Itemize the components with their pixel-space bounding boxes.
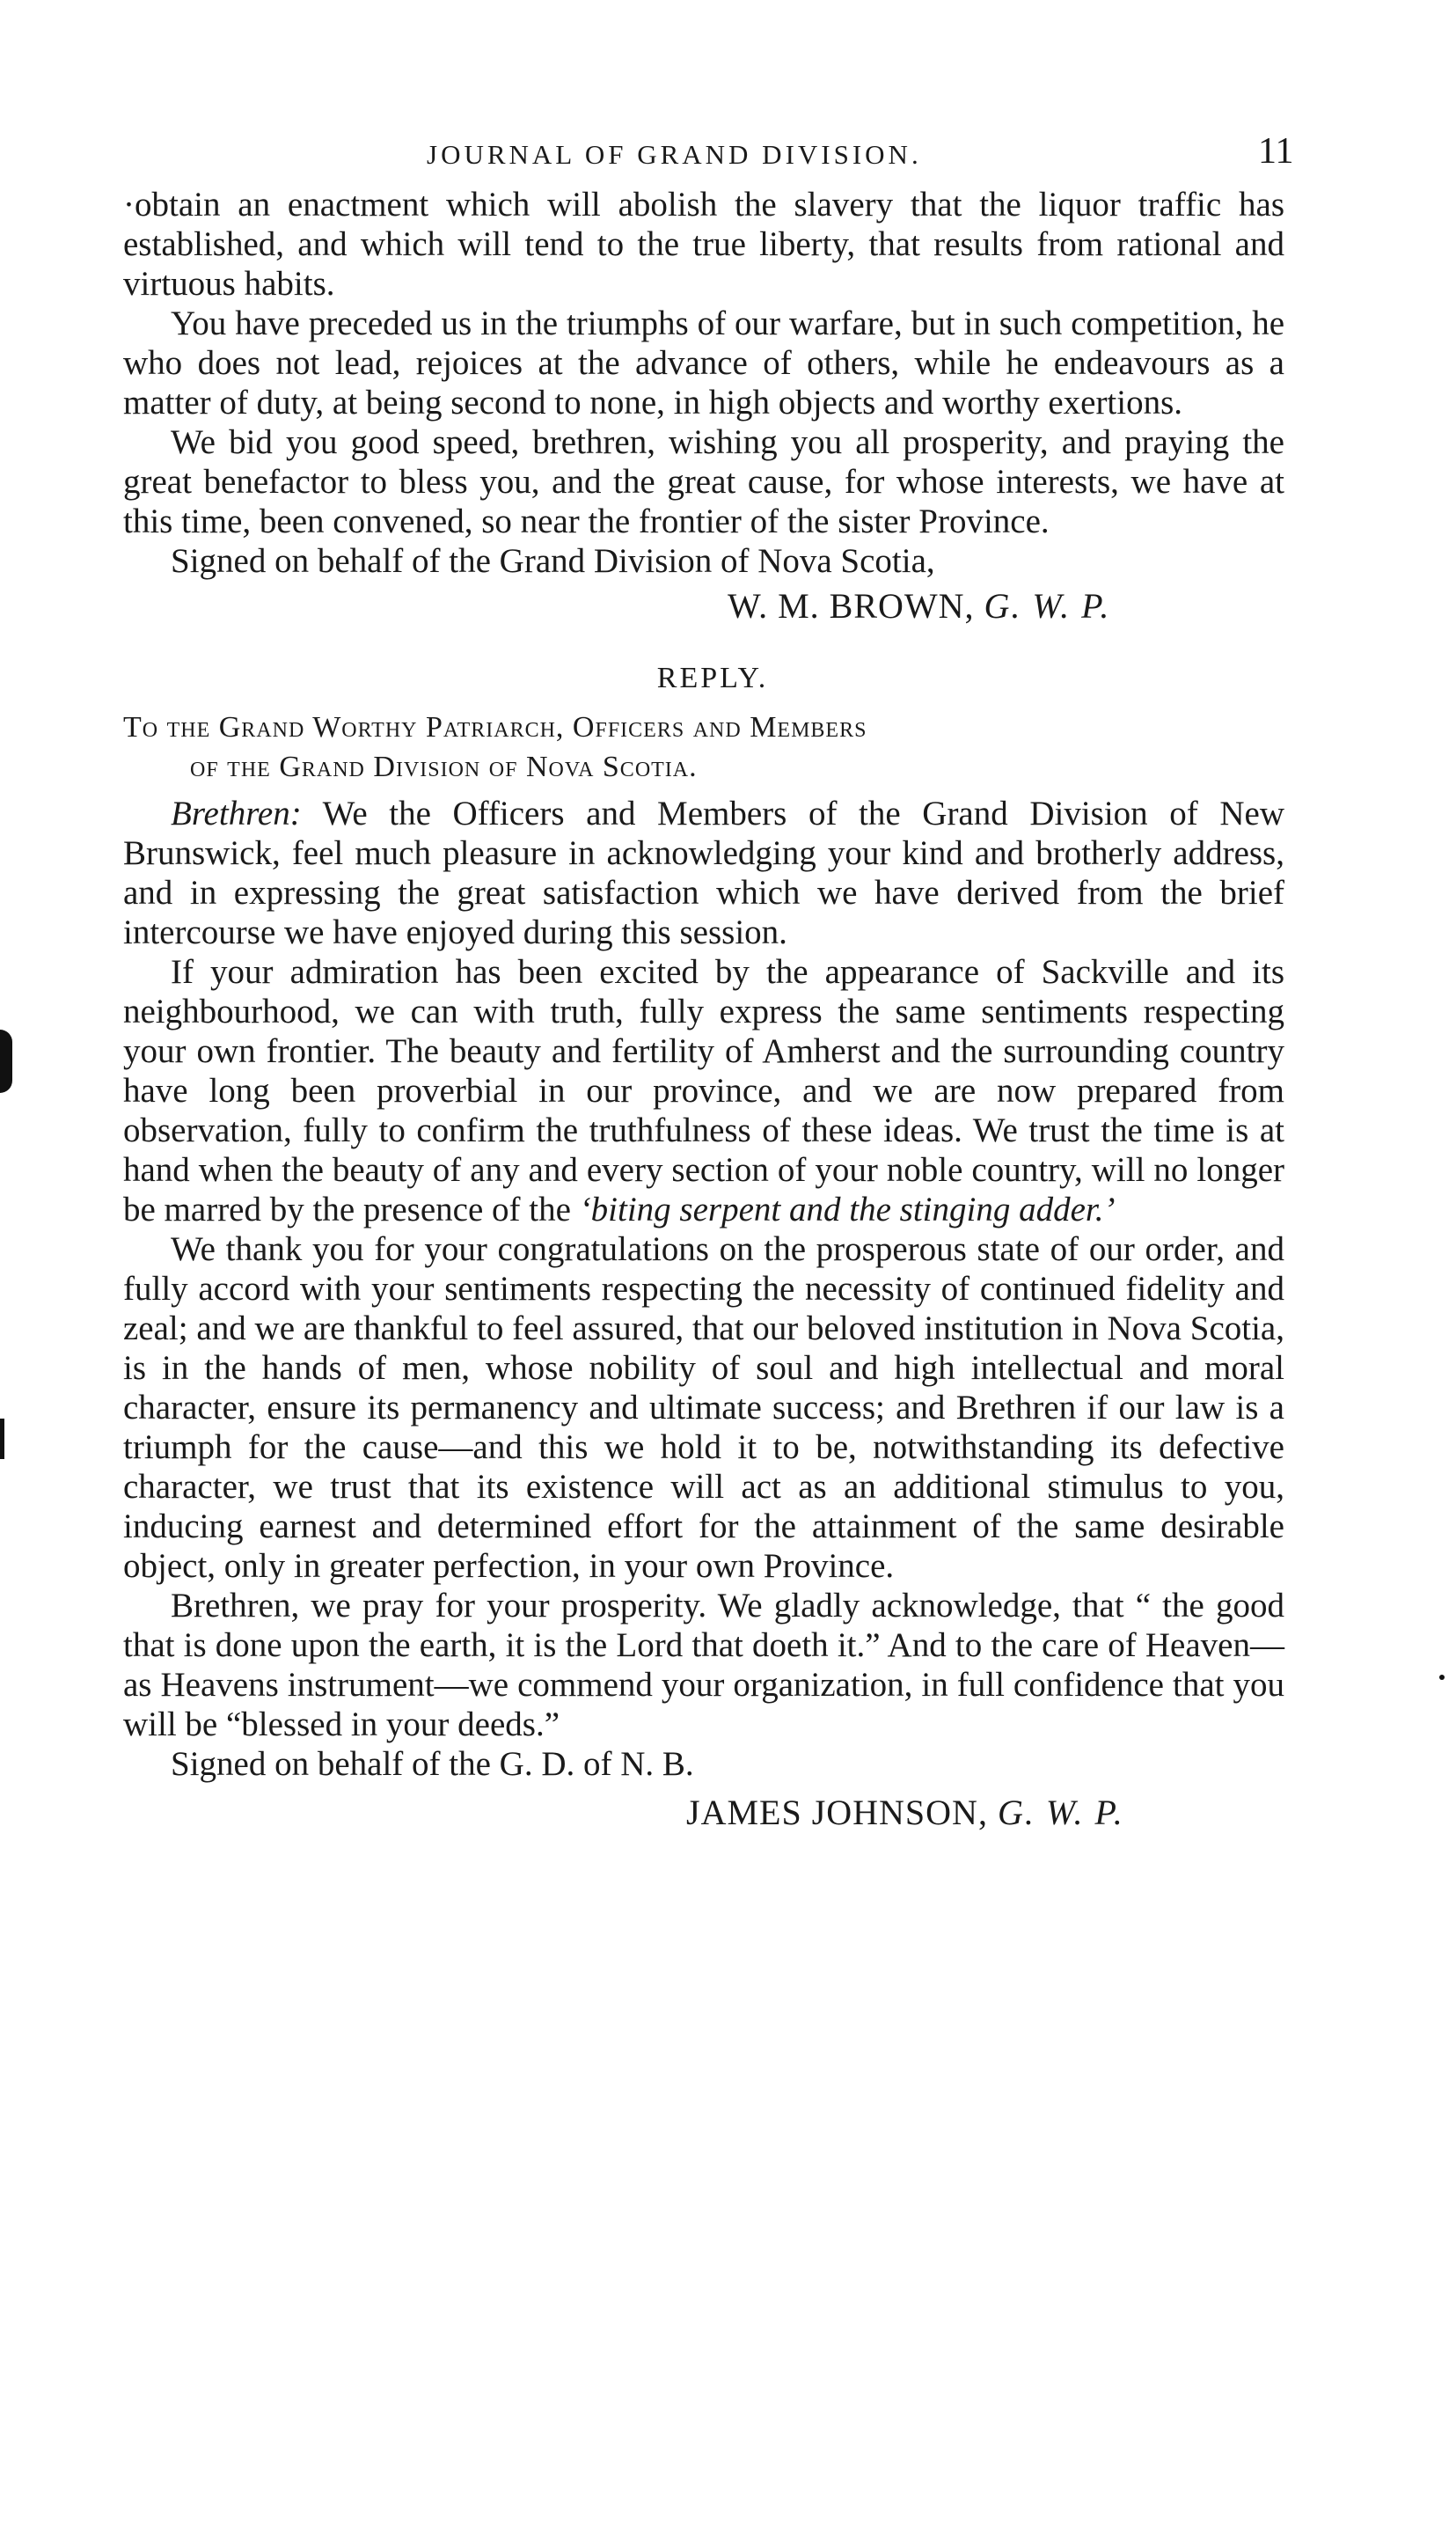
running-title: JOURNAL OF GRAND DIVISION. xyxy=(427,139,922,170)
book-page xyxy=(123,123,1294,1835)
signer-title-johnson: G. W. P. xyxy=(997,1793,1124,1832)
signed-line-gdnb: Signed on behalf of the G. D. of N. B. xyxy=(171,1745,694,1783)
signature-brown xyxy=(123,584,1284,628)
paragraph-preceded: You have preceded us in the triumphs of our warfare, but in such competition, he who does not lead, rejoices at the advance of others, while he endeavours as a matter of duty, at being second to none, in high objects and worthy exertions. xyxy=(123,304,1284,422)
page-number: 11 xyxy=(1258,131,1294,172)
paragraph-admiration-text: If your admiration has been excited by the appearance of Sackville and its neighbourhood, we can with truth, fully express the same sentiments respecting your own frontier. The beauty and fertility of Amherst and the surrounding country have long been proverbial in our province, and we are now prepared from observation, fully to confirm the truthfulness of these ideas. We trust the time is at hand when the beauty of any and every section of your noble country, will no longer be marred by the presence of the xyxy=(123,953,1284,1228)
paragraph-prosperity: Brethren, we pray for your prosperity. We gladly acknowledge, that “ the good that is done upon the earth, it is the Lord that doeth it.” And to the care of Heaven—as Heavens instrument—we commend your organization, in full confidence that you will be “blessed in your deeds.” xyxy=(123,1587,1284,1743)
paragraph-continued: ·obtain an enactment which will abolish the slavery that the liquor traffic has established, and which will tend to the true liberty, that results from rational and virtuous habits. xyxy=(123,186,1284,303)
running-head xyxy=(123,123,1294,185)
paragraph-good-speed: We bid you good speed, brethren, wishing you all prosperity, and praying the great benefactor to bless you, and the great cause, for whose interests, we have at this time, been convened, so near the frontier of the sister Province. xyxy=(123,423,1284,540)
signer-name-johnson: JAMES JOHNSON, xyxy=(686,1793,988,1832)
reply-address-line-1: To the Grand Worthy Patriarch, Officers and Members xyxy=(123,711,867,744)
scan-mark-left-upper xyxy=(0,1030,12,1093)
paragraph-congratulations: We thank you for your congratulations on the prosperous state of our order, and fully accord with your sentiments respecting the necessity of continued fidelity and zeal; and we are thankful to feel assured, that our beloved institution in Nova Scotia, is in the hands of men, whose nobility of soul and high intellectual and moral character, ensure its permanency and ultimate success; and Brethren if our law is a triumph for the cause—and this we hold it to be, notwithstanding its defective character, we trust that its existence will act as an additional stimulus to you, inducing earnest and determined effort for the attainment of the same desirable object, only in greater perfection, in your own Province. xyxy=(123,1230,1284,1585)
reply-heading: REPLY. xyxy=(656,662,769,694)
signer-name: W. M. BROWN, xyxy=(728,586,975,626)
scan-dot-right xyxy=(1439,1675,1445,1680)
salutation: Brethren: xyxy=(171,795,302,832)
signer-title: G. W. P. xyxy=(984,586,1111,626)
paragraph-brethren xyxy=(123,794,1284,952)
paragraph-admiration xyxy=(123,952,1284,1229)
quotation-biting-serpent: ‘biting serpent and the stinging adder.’ xyxy=(579,1191,1116,1228)
reply-address xyxy=(123,708,1284,787)
scan-mark-left-lower xyxy=(0,1419,4,1459)
signed-line-nova-scotia: Signed on behalf of the Grand Division of Nova Scotia, xyxy=(171,542,935,580)
reply-address-line-2: of the Grand Division of Nova Scotia. xyxy=(190,751,698,783)
paragraph-brethren-text: We the Officers and Members of the Grand Division of New Brunswick, feel much pleasure in acknowledging your kind and brotherly address, and in expressing the great satisfaction which we have derived from the brief intercourse we have enjoyed during this session. xyxy=(123,795,1285,951)
signature-johnson xyxy=(123,1791,1284,1835)
